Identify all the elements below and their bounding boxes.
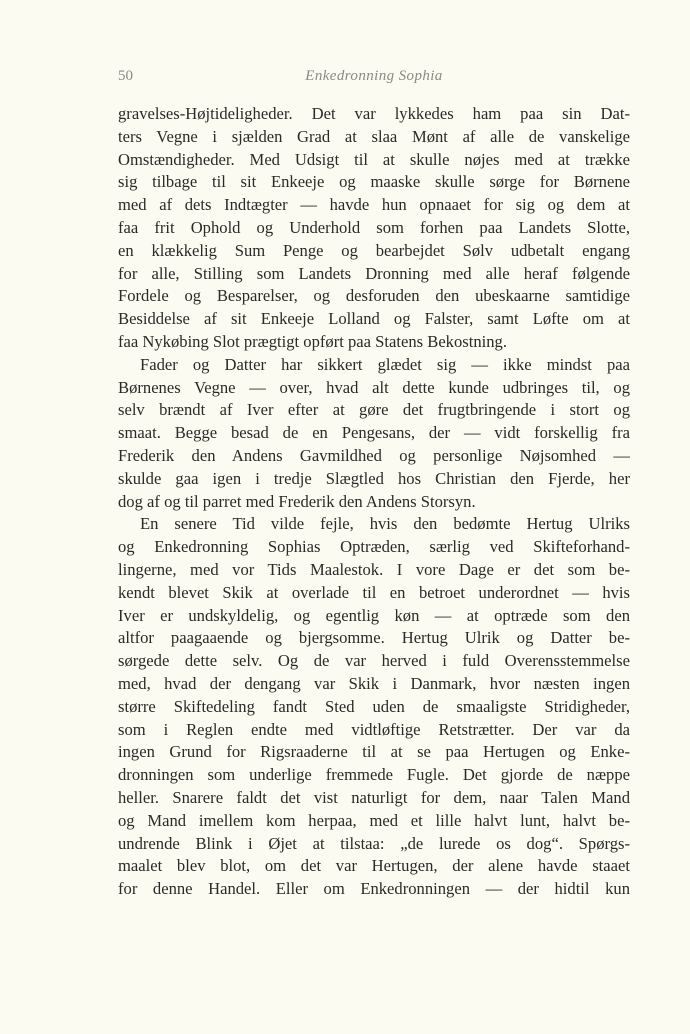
body-text: [118, 103, 630, 901]
text-line: maalet blev blot, om det var Hertugen, der alene havde staaet: [118, 856, 630, 876]
text-line: Iver er undskyldelig, og egentlig køn — at optræde som den: [118, 605, 630, 625]
text-line: med af dets Indtægter — havde hun opnaaet for sig og dem at: [118, 195, 630, 215]
text-line: heller. Snarere faldt det vist naturligt for dem, naar Talen Mand: [118, 787, 630, 807]
running-title: Enkedronning Sophia: [305, 68, 443, 84]
text-line: dog af og til parret med Frederik den Andens Storsyn.: [118, 491, 476, 511]
text-line: sig tilbage til sit Enkeeje og maaske skulle sørge for Børnene: [118, 172, 630, 192]
text-line: kendt blevet Skik at overlade til en betroet underordnet — hvis: [118, 582, 630, 602]
text-line: som i Reglen endte med vidtløftige Retstrætter. Der var da: [118, 719, 630, 739]
text-line: ters Vegne i sjælden Grad at slaa Mønt af alle de vanskelige: [118, 126, 630, 146]
text-line: ingen Grund for Rigsraaderne til at se paa Hertugen og Enke-: [118, 742, 630, 762]
text-line: sørgede dette selv. Og de var herved i fuld Overensstemmelse: [118, 651, 630, 671]
text-line: smaat. Begge besad de en Pengesans, der — vidt forskellig fra: [118, 423, 630, 443]
text-line: En senere Tid vilde fejle, hvis den bedømte Hertug Ulriks: [140, 514, 630, 534]
text-line: og Mand imellem kom herpaa, med et lille halvt lunt, halvt be-: [118, 810, 630, 830]
text-line: undrende Blink i Øjet at tilstaa: „de lurede os dog“. Spørgs-: [118, 833, 630, 853]
text-line: for alle, Stilling som Landets Dronning med alle heraf følgende: [118, 263, 630, 283]
text-line: faa frit Ophold og Underhold som forhen paa Landets Slotte,: [118, 217, 630, 237]
text-line: gravelses-Højtideligheder. Det var lykkedes ham paa sin Dat-: [118, 104, 630, 123]
text-line: faa Nykøbing Slot prægtigt opført paa Statens Bekostning.: [118, 331, 507, 351]
text-line: dronningen som underlige fremmede Fugle. Det gjorde de næppe: [118, 765, 630, 785]
text-line: Fader og Datter har sikkert glædet sig — ikke mindst paa: [140, 354, 630, 374]
text-line: for denne Handel. Eller om Enkedronningen — der hidtil kun: [118, 879, 630, 899]
text-line: skulde gaa igen i tredje Slægtled hos Christian den Fjerde, her: [118, 468, 630, 488]
text-line: med, hvad der dengang var Skik i Danmark, hvor næsten ingen: [118, 673, 630, 693]
text-line: større Skiftedeling fandt Sted uden de smaaligste Stridigheder,: [118, 696, 630, 716]
text-line: Fordele og Besparelser, og desforuden den ubeskaarne samtidige: [118, 286, 630, 306]
text-line: Omstændigheder. Med Udsigt til at skulle nøjes med at trække: [118, 149, 630, 169]
page-number: 50: [118, 68, 133, 84]
text-line: selv brændt af Iver efter at gøre det frugtbringende i stort og: [118, 400, 630, 420]
running-head: [118, 68, 630, 88]
text-line: altfor paagaaende og bjergsomme. Hertug Ulrik og Datter be-: [118, 628, 630, 648]
text-line: Børnenes Vegne — over, hvad alt dette kunde udbringes til, og: [118, 377, 630, 397]
text-line: Besiddelse af sit Enkeeje Lolland og Falster, samt Løfte om at: [118, 309, 630, 329]
text-line: lingerne, med vor Tids Maalestok. I vore Dage er det som be-: [118, 559, 630, 579]
text-line: en klækkelig Sum Penge og bearbejdet Sølv udbetalt engang: [118, 240, 630, 260]
text-line: og Enkedronning Sophias Optræden, særlig ved Skifteforhand-: [118, 537, 630, 557]
text-line: Frederik den Andens Gavmildhed og personlige Nøjsomhed —: [118, 445, 630, 465]
